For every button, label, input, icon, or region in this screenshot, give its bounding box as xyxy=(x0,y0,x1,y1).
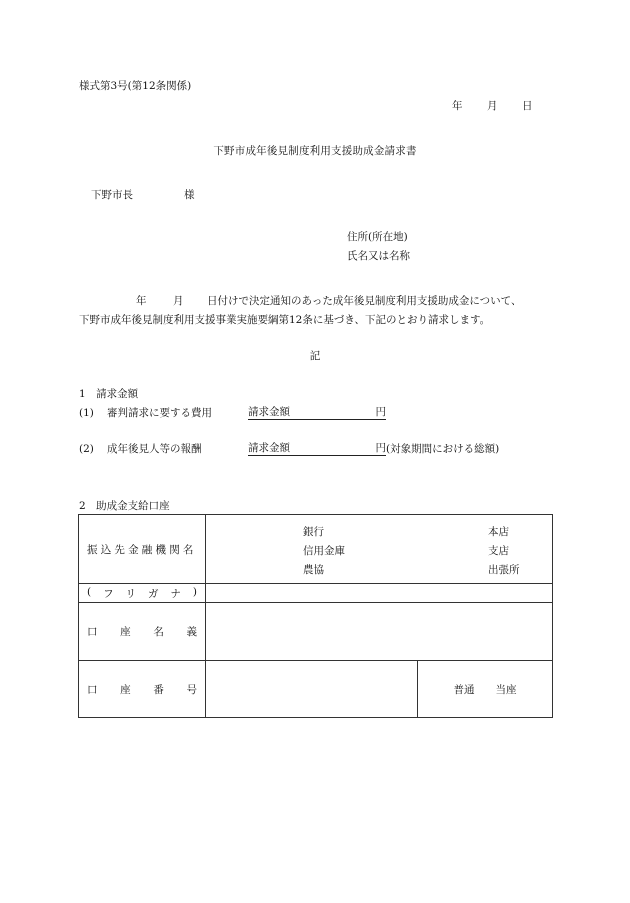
number-row xyxy=(79,661,553,718)
body-line1: 日付けで決定通知のあった成年後見制度利用支援助成金について、 xyxy=(207,295,522,307)
furigana-char: ( xyxy=(87,585,92,598)
furigana-row xyxy=(79,584,553,603)
addressee-honorific: 様 xyxy=(184,189,195,201)
account-holder-input[interactable] xyxy=(206,603,553,661)
item1-amount-label: 請求金額 xyxy=(248,406,290,418)
item1-number: (1) xyxy=(79,407,94,419)
furigana-char: ガ xyxy=(147,587,159,600)
bank-type-agri-coop: 農協 xyxy=(303,564,324,576)
form-number: 様式第3号(第12条関係) xyxy=(79,80,192,92)
ki-mark: 記 xyxy=(309,350,321,362)
holder-char: 名 xyxy=(153,626,164,638)
item2-amount-label: 請求金額 xyxy=(248,442,290,454)
number-char: 号 xyxy=(186,683,197,696)
bank-account-table xyxy=(78,514,553,718)
item2-yen: 円 xyxy=(375,442,386,454)
account-number-input[interactable] xyxy=(206,661,418,718)
bank-name-label xyxy=(79,515,206,584)
item1-amount-field xyxy=(248,407,386,420)
holder-char: 座 xyxy=(120,626,131,638)
bank-row xyxy=(79,515,553,584)
holder-row xyxy=(79,603,553,661)
number-char: 口 xyxy=(87,683,98,696)
addressee-name: 下野市長 xyxy=(91,189,133,201)
section2-heading: 2 助成金支給口座 xyxy=(79,500,170,512)
bank-name-cell[interactable] xyxy=(206,515,553,584)
body-year: 年 xyxy=(136,295,147,307)
furigana-char: リ xyxy=(125,587,137,600)
furigana-char: ナ xyxy=(170,587,181,600)
item2-label: 成年後見人等の報酬 xyxy=(107,443,202,455)
branch-branch: 支店 xyxy=(488,545,509,557)
bank-type-credit-union: 信用金庫 xyxy=(303,545,345,557)
date-year-label: 年 xyxy=(452,100,463,112)
number-char: 番 xyxy=(153,683,164,696)
body-line2: 下野市成年後見制度利用支援事業実施要綱第12条に基づき、下記のとおり請求します。 xyxy=(79,314,491,326)
item2-amount-field xyxy=(248,443,386,456)
furigana-char: ) xyxy=(192,585,197,598)
item1-label: 審判請求に要する費用 xyxy=(107,407,212,419)
item1-yen: 円 xyxy=(375,406,386,418)
account-number-label xyxy=(79,661,206,718)
bank-type-bank: 銀行 xyxy=(303,526,324,538)
applicant-address-label: 住所(所在地) xyxy=(347,231,408,243)
date-day-label: 日 xyxy=(522,100,533,112)
date-month-label: 月 xyxy=(487,100,498,112)
account-type-cell[interactable] xyxy=(418,661,553,718)
applicant-name-label: 氏名又は名称 xyxy=(347,250,410,262)
document-title: 下野市成年後見制度利用支援助成金請求書 xyxy=(213,145,417,157)
body-month: 月 xyxy=(173,295,184,307)
item2-number: (2) xyxy=(79,443,94,455)
furigana-char: フ xyxy=(103,587,114,600)
furigana-input[interactable] xyxy=(206,584,553,603)
account-holder-label xyxy=(79,603,206,661)
holder-char: 口 xyxy=(87,626,98,638)
furigana-label xyxy=(79,584,206,603)
account-type-options: 普通 当座 xyxy=(453,683,517,696)
item2-note: (対象期間における総額) xyxy=(386,443,500,455)
holder-char: 義 xyxy=(186,626,197,638)
section1-heading: 1 請求金額 xyxy=(79,388,139,400)
branch-main: 本店 xyxy=(488,526,509,538)
bank-name-label-text: 振込先金融機関名 xyxy=(87,543,197,556)
number-char: 座 xyxy=(120,683,131,696)
branch-sub: 出張所 xyxy=(488,564,520,576)
